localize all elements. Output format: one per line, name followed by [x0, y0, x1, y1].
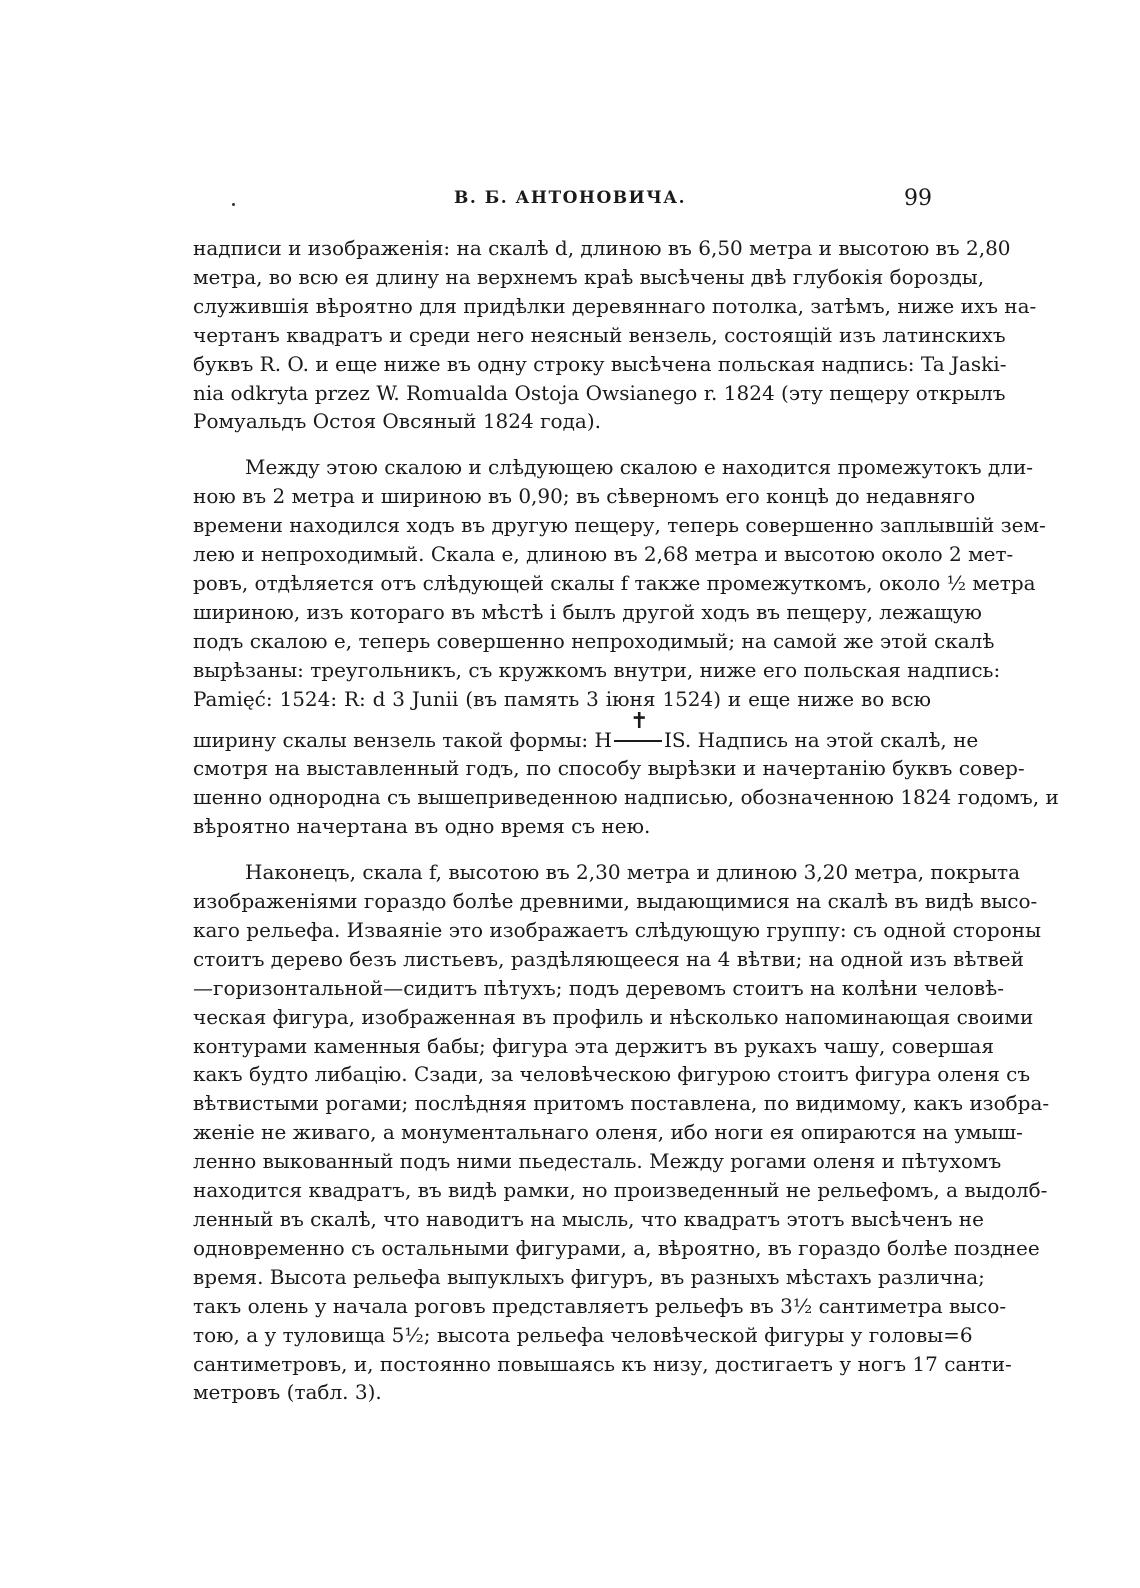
- text-line: шенно однородна съ вышеприведенною надписью, обозначенною 1824 годомъ, и: [193, 785, 1059, 810]
- paragraph-2: [193, 453, 1059, 841]
- text-line: такъ олень у начала роговъ представляетъ рельефъ въ 3½ сантиметра высо-: [193, 1293, 1007, 1318]
- text-line: сантиметровъ, и, постоянно повышаясь къ низу, достигаетъ у ногъ 17 санти-: [193, 1351, 1012, 1376]
- text-line: какъ будто либацію. Сзади, за человѣческою фигурою стоитъ фигура оленя съ: [193, 1062, 1031, 1087]
- text-line: каго рельефа. Изваяніе это изображаетъ слѣдующую группу: съ одной стороны: [193, 917, 1042, 942]
- text-line: времени находился ходъ въ другую пещеру, теперь совершенно заплывшій зем-: [193, 513, 1046, 538]
- text-line: —горизонтальной—сидитъ пѣтухъ; подъ деревомъ стоитъ на колѣни человѣ-: [193, 975, 1004, 1000]
- text-line: лею и непроходимый. Скала e, длиною въ 2,68 метра и высотою около 2 мет-: [193, 542, 1014, 567]
- text-line: надписи и изображенія: на скалѣ d, длиною въ 6,50 метра и высотою въ 2,80: [193, 236, 1011, 260]
- text-line: метровъ (табл. 3).: [193, 1380, 382, 1405]
- monogram-letters-is: IS: [663, 727, 685, 752]
- text-line: одновременно съ остальными фигурами, а, вѣроятно, въ гораздо болѣе позднее: [193, 1235, 1040, 1260]
- text-line: ровъ, отдѣляется отъ слѣдующей скалы f также промежуткомъ, около ½ метра: [193, 570, 1036, 595]
- text-line: метра, во всю ея длину на верхнемъ краѣ высѣчены двѣ глубокія борозды,: [193, 264, 985, 289]
- text-fragment: . Надпись на этой скалѣ, не: [684, 727, 979, 752]
- text-line: вѣтвистыми рогами; послѣдняя притомъ поставлена, по видимому, какъ изобра-: [193, 1091, 1050, 1116]
- text-line: ною въ 2 метра и шириною въ 0,90; въ сѣверномъ его концѣ до недавняго: [193, 484, 976, 509]
- text-line: находится квадратъ, въ видѣ рамки, но произведенный не рельефомъ, а выдолб-: [193, 1178, 1048, 1203]
- text-line: Между этою скалою и слѣдующею скалою e находится промежутокъ дли-: [245, 455, 1034, 480]
- text-line: вѣроятно начертана въ одно время съ нею.: [193, 814, 651, 839]
- text-line: смотря на выставленный годъ, по способу вырѣзки и начертанію буквъ совер-: [193, 756, 1025, 781]
- text-line: время. Высота рельефа выпуклыхъ фигуръ, въ разныхъ мѣстахъ различна;: [193, 1264, 985, 1289]
- monogram-text-line: [193, 708, 979, 755]
- text-line: nia odkryta przez W. Romualda Ostoja Owsianego r. 1824 (эту пещеру открылъ: [193, 380, 1006, 405]
- text-line: Наконецъ, скала f, высотою въ 2,30 метра и длиною 3,20 метра, покрыта: [245, 860, 1020, 885]
- monogram-letter-h: H: [594, 727, 612, 752]
- text-line: ческая фигура, изображенная въ профиль и нѣсколько напоминающая своими: [193, 1004, 1034, 1029]
- text-line: буквъ R. O. и еще ниже въ одну строку высѣчена польская надпись: Ta Jaski-: [193, 351, 1007, 376]
- paragraph-1: [193, 234, 1037, 436]
- text-line: изображеніями гораздо болѣе древними, выдающимися на скалѣ въ видѣ высо-: [193, 889, 1038, 914]
- text-line: женіе не живаго, а монументальнаго оленя, ибо ноги ея опираются на умыш-: [193, 1120, 1023, 1145]
- text-line: шириною, изъ котораго въ мѣстѣ i былъ другой ходъ въ пещеру, лежащую: [193, 599, 982, 624]
- paragraph-3: [193, 858, 1050, 1407]
- monogram-cross-icon: ✝: [612, 727, 664, 747]
- text-line: ленно выкованный подъ ними пьедесталь. Между рогами оленя и пѣтухомъ: [193, 1149, 1002, 1174]
- text-line: ленный въ скалѣ, что наводитъ на мысль, что квадратъ этотъ высѣченъ не: [193, 1207, 984, 1231]
- text-fragment: ширину скалы вензель такой формы:: [193, 727, 595, 752]
- text-line: тою, а у туловища 5½; высота рельефа человѣческой фигуры у головы=6: [193, 1322, 973, 1347]
- text-line: подъ скалою e, теперь совершенно непроходимый; на самой же этой скалѣ: [193, 628, 995, 653]
- text-line: Pamięć: 1524: R: d 3 Junii (въ память 3 іюня 1524) и еще ниже во всю: [193, 686, 931, 711]
- body-text: [193, 234, 1059, 1407]
- page-number: 99: [904, 186, 932, 211]
- text-line: вырѣзаны: треугольникъ, съ кружкомъ внутри, ниже его польская надпись:: [193, 657, 1001, 682]
- text-line: чертанъ квадратъ и среди него неясный вензель, состоящій изъ латинскихъ: [193, 322, 1006, 347]
- text-line: стоитъ дерево безъ листьевъ, раздѣляющееся на 4 вѣтви; на одной изъ вѣтвей: [193, 946, 1024, 971]
- running-head-author: В. Б. АНТОНОВИЧА.: [453, 188, 687, 208]
- text-line: Ромуальдъ Остоя Овсяный 1824 года).: [193, 409, 601, 434]
- text-line: служившія вѣроятно для придѣлки деревяннаго потолка, затѣмъ, ниже ихъ на-: [193, 293, 1037, 318]
- text-line: контурами каменныя бабы; фигура эта держитъ въ рукахъ чашу, совершая: [193, 1033, 994, 1058]
